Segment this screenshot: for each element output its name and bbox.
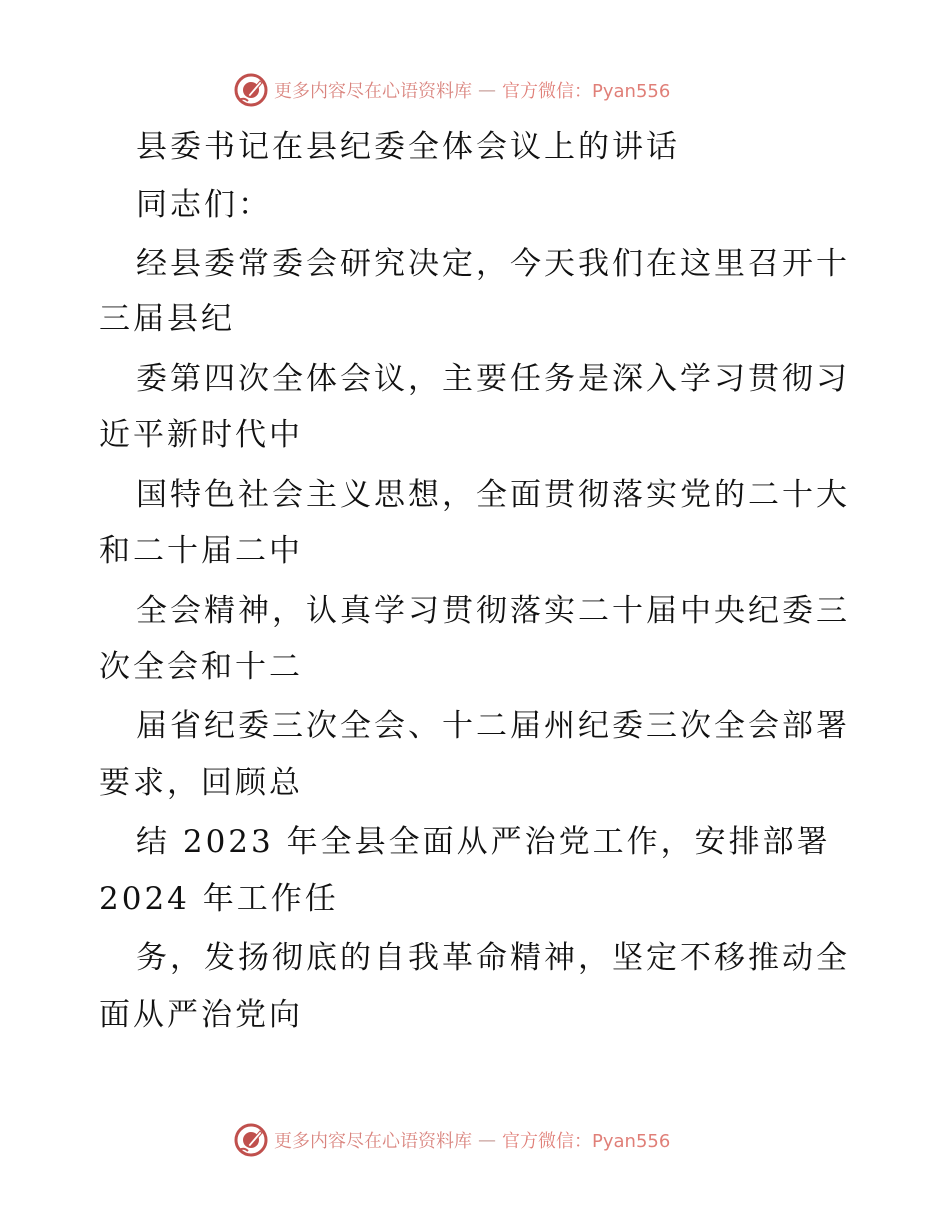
watermark-text: 更多内容尽在心语资料库 xyxy=(274,81,472,102)
header-watermark xyxy=(234,72,670,108)
body-line: 委第四次全体会议，主要任务是深入学习贯彻习 xyxy=(136,361,850,397)
body-line: 2024 年工作任 xyxy=(99,881,339,917)
body-line: 结 2023 年全县全面从严治党工作，安排部署 xyxy=(136,824,831,860)
body-line: 次全会和十二 xyxy=(99,649,303,685)
body-line: 要求，回顾总 xyxy=(99,765,303,801)
watermark-separator: — xyxy=(478,1129,496,1151)
salutation: 同志们： xyxy=(136,187,272,223)
body-line: 面从严治党向 xyxy=(99,997,303,1033)
body-line: 国特色社会主义思想，全面贯彻落实党的二十大 xyxy=(136,477,850,513)
body-line: 和二十届二中 xyxy=(99,533,303,569)
pen-logo-icon xyxy=(234,1123,268,1157)
watermark-wechat: 官方微信：Pyan556 xyxy=(502,81,671,102)
body-line: 务，发扬彻底的自我革命精神，坚定不移推动全 xyxy=(136,940,850,976)
footer-watermark xyxy=(234,1122,670,1158)
body-line: 近平新时代中 xyxy=(99,417,303,453)
body-line: 三届县纪 xyxy=(99,301,235,337)
watermark-text: 更多内容尽在心语资料库 xyxy=(274,1131,472,1152)
body-line: 届省纪委三次全会、十二届州纪委三次全会部署 xyxy=(136,708,850,744)
document-title: 县委书记在县纪委全体会议上的讲话 xyxy=(136,129,680,165)
pen-logo-icon xyxy=(234,73,268,107)
body-line: 全会精神，认真学习贯彻落实二十届中央纪委三 xyxy=(136,593,850,629)
watermark-separator: — xyxy=(478,79,496,101)
watermark-wechat: 官方微信：Pyan556 xyxy=(502,1131,671,1152)
body-line: 经县委常委会研究决定，今天我们在这里召开十 xyxy=(136,246,850,282)
